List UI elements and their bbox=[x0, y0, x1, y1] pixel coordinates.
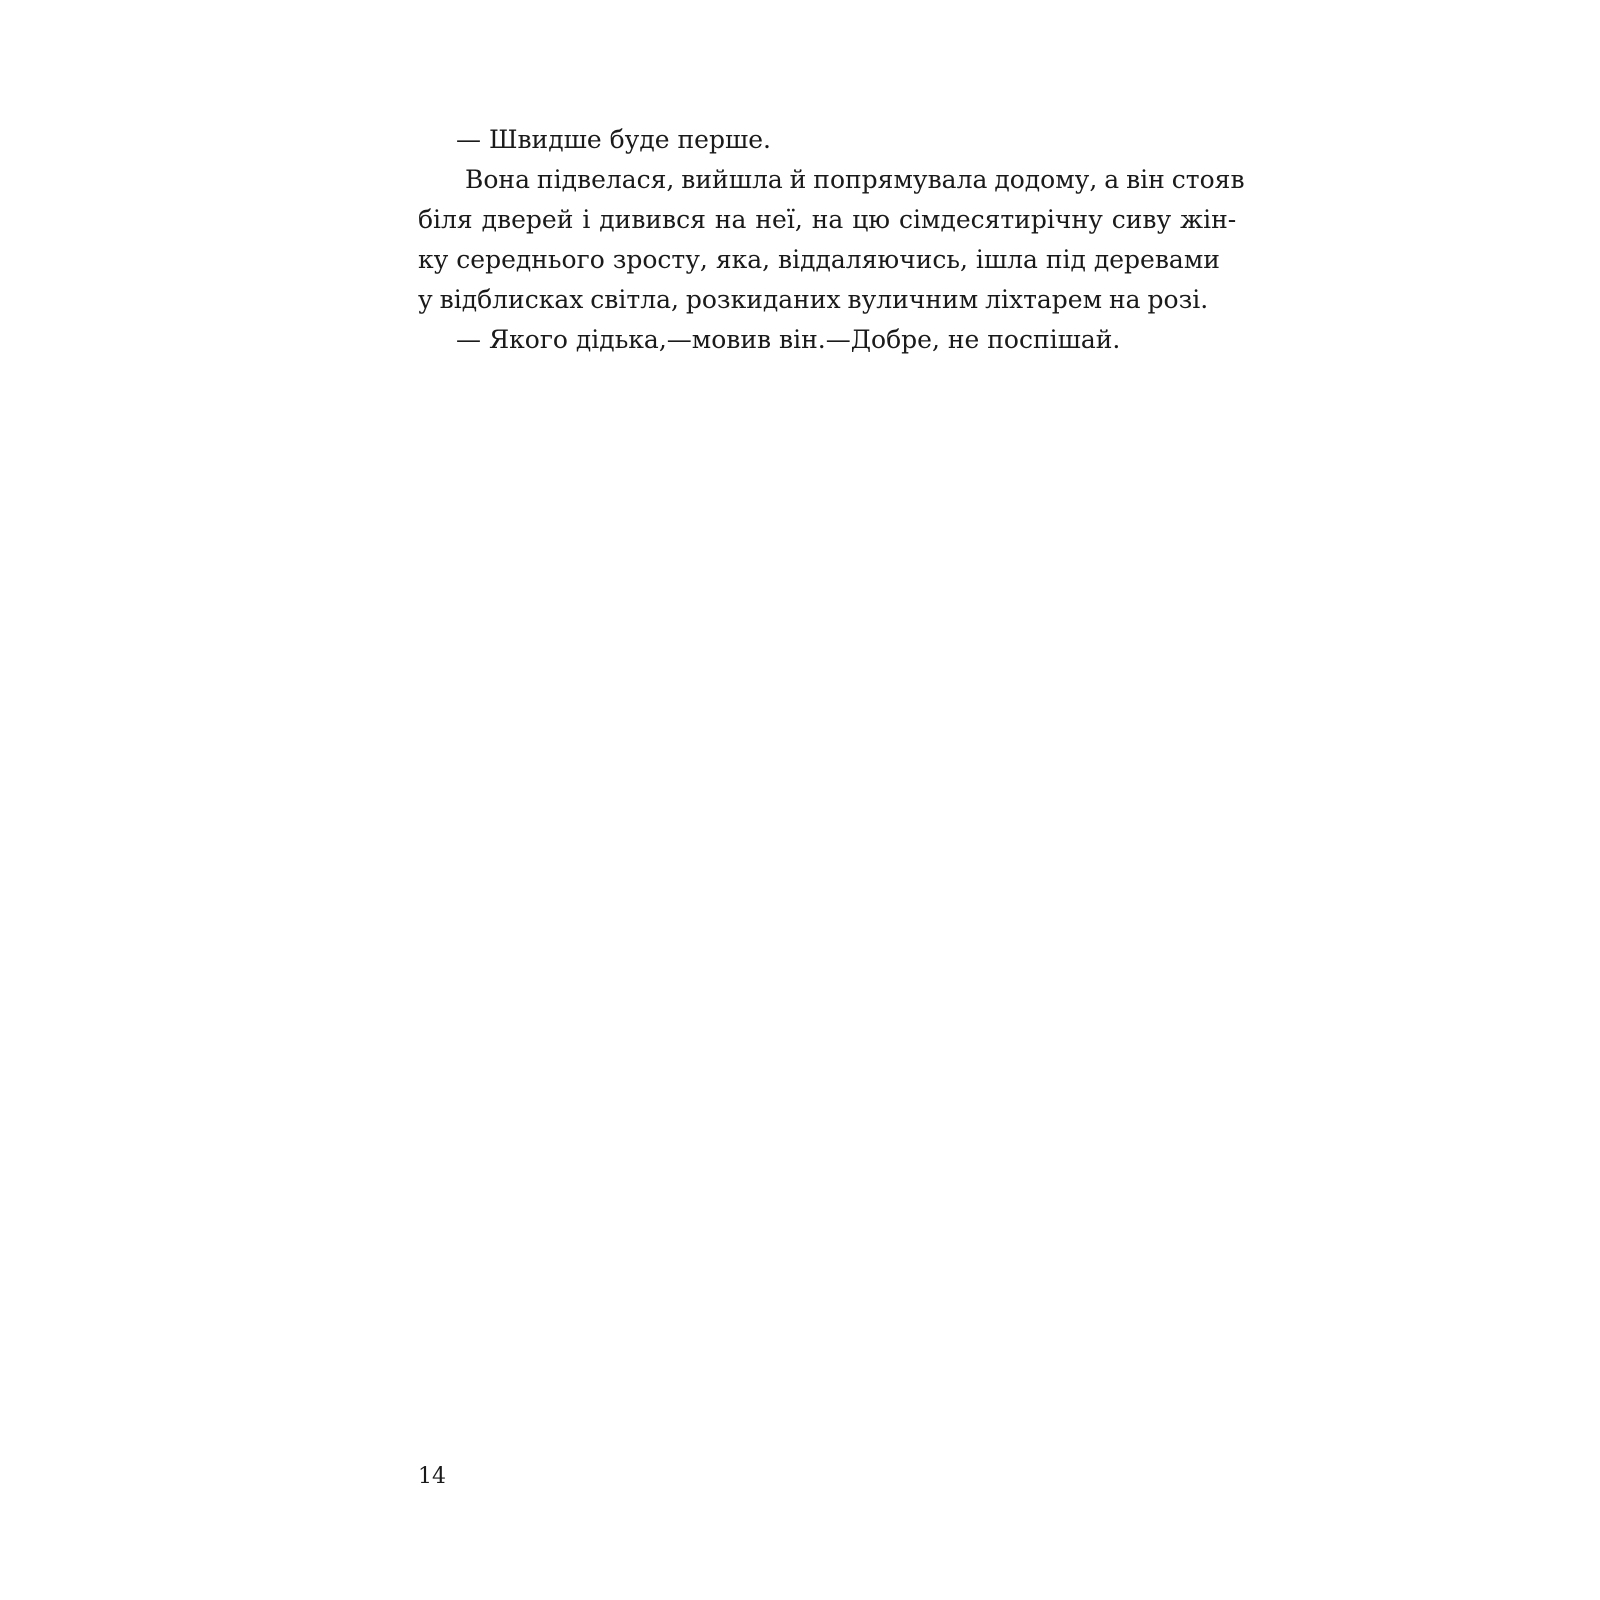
text-line: біля дверей і дивився на неї, на цю сімдесятирічну сиву жін- bbox=[418, 205, 1237, 234]
text-line-paragraph-start: Вона підвелася, вийшла й попрямувала додому, а він стояв bbox=[465, 165, 1245, 194]
text-line-dialogue-2: — Якого дідька,—мовив він.—Добре, не поспішай. bbox=[456, 325, 1121, 354]
text-line: у відблисках світла, розкиданих вуличним ліхтарем на розі. bbox=[418, 285, 1209, 314]
text-line: ку середнього зросту, яка, віддаляючись, ішла під деревами bbox=[418, 245, 1220, 274]
text-line-dialogue-1: — Швидше буде перше. bbox=[456, 125, 771, 154]
page-number: 14 bbox=[418, 1464, 446, 1489]
